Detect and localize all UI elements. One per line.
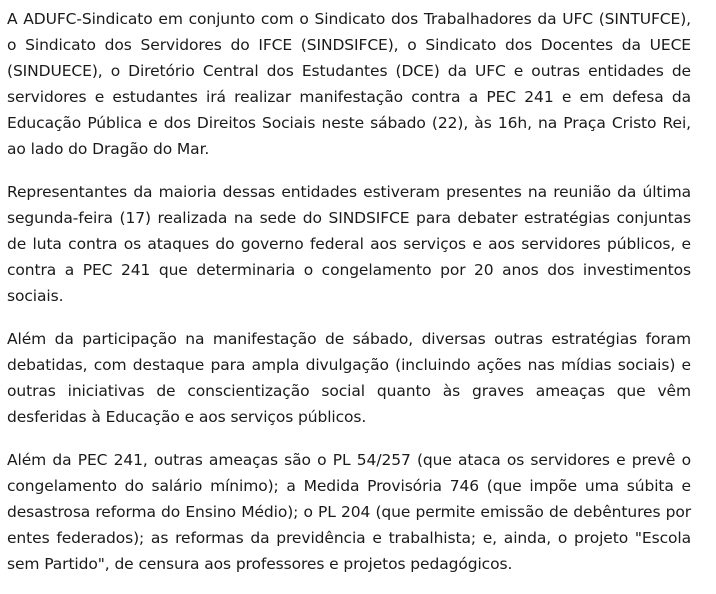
- article-body: [7, 6, 691, 594]
- paragraph-manifestacao: A ADUFC-Sindicato em conjunto com o Sindicato dos Trabalhadores da UFC (SINTUFCE), o Sindicato dos Servidores do IFCE (SINDSIFCE), o Sindicato dos Docentes da UECE (SINDUECE), o Diretório Central dos Estudantes (DCE) da UFC e outras entidades de servidores e estudantes irá realizar manifestação contra a PEC 241 e em defesa da Educação Pública e dos Direitos Sociais neste sábado (22), às 16h, na Praça Cristo Rei, ao lado do Dragão do Mar.: [7, 10, 691, 158]
- paragraph-ameacas: Além da PEC 241, outras ameaças são o PL 54/257 (que ataca os servidores e prevê o congelamento do salário mínimo); a Medida Provisória 746 (que impõe uma súbita e desastrosa reforma do Ensino Médio); o PL 204 (que permite emissão de debêntures por entes federados); as reformas da previdência e trabalhista; e, ainda, o projeto "Escola sem Partido", de censura aos professores e projetos pedagógicos.: [7, 451, 691, 573]
- paragraph-reuniao: Representantes da maioria dessas entidades estiveram presentes na reunião da última segunda-feira (17) realizada na sede do SINDSIFCE para debater estratégias conjuntas de luta contra os ataques do governo federal aos serviços e aos servidores públicos, e contra a PEC 241 que determinaria o congelamento por 20 anos dos investimentos sociais.: [7, 183, 691, 305]
- paragraph-estrategias: Além da participação na manifestação de sábado, diversas outras estratégias foram debatidas, com destaque para ampla divulgação (incluindo ações nas mídias sociais) e outras iniciativas de conscientização social quanto às graves ameaças que vêm desferidas à Educação e aos serviços públicos.: [7, 330, 691, 426]
